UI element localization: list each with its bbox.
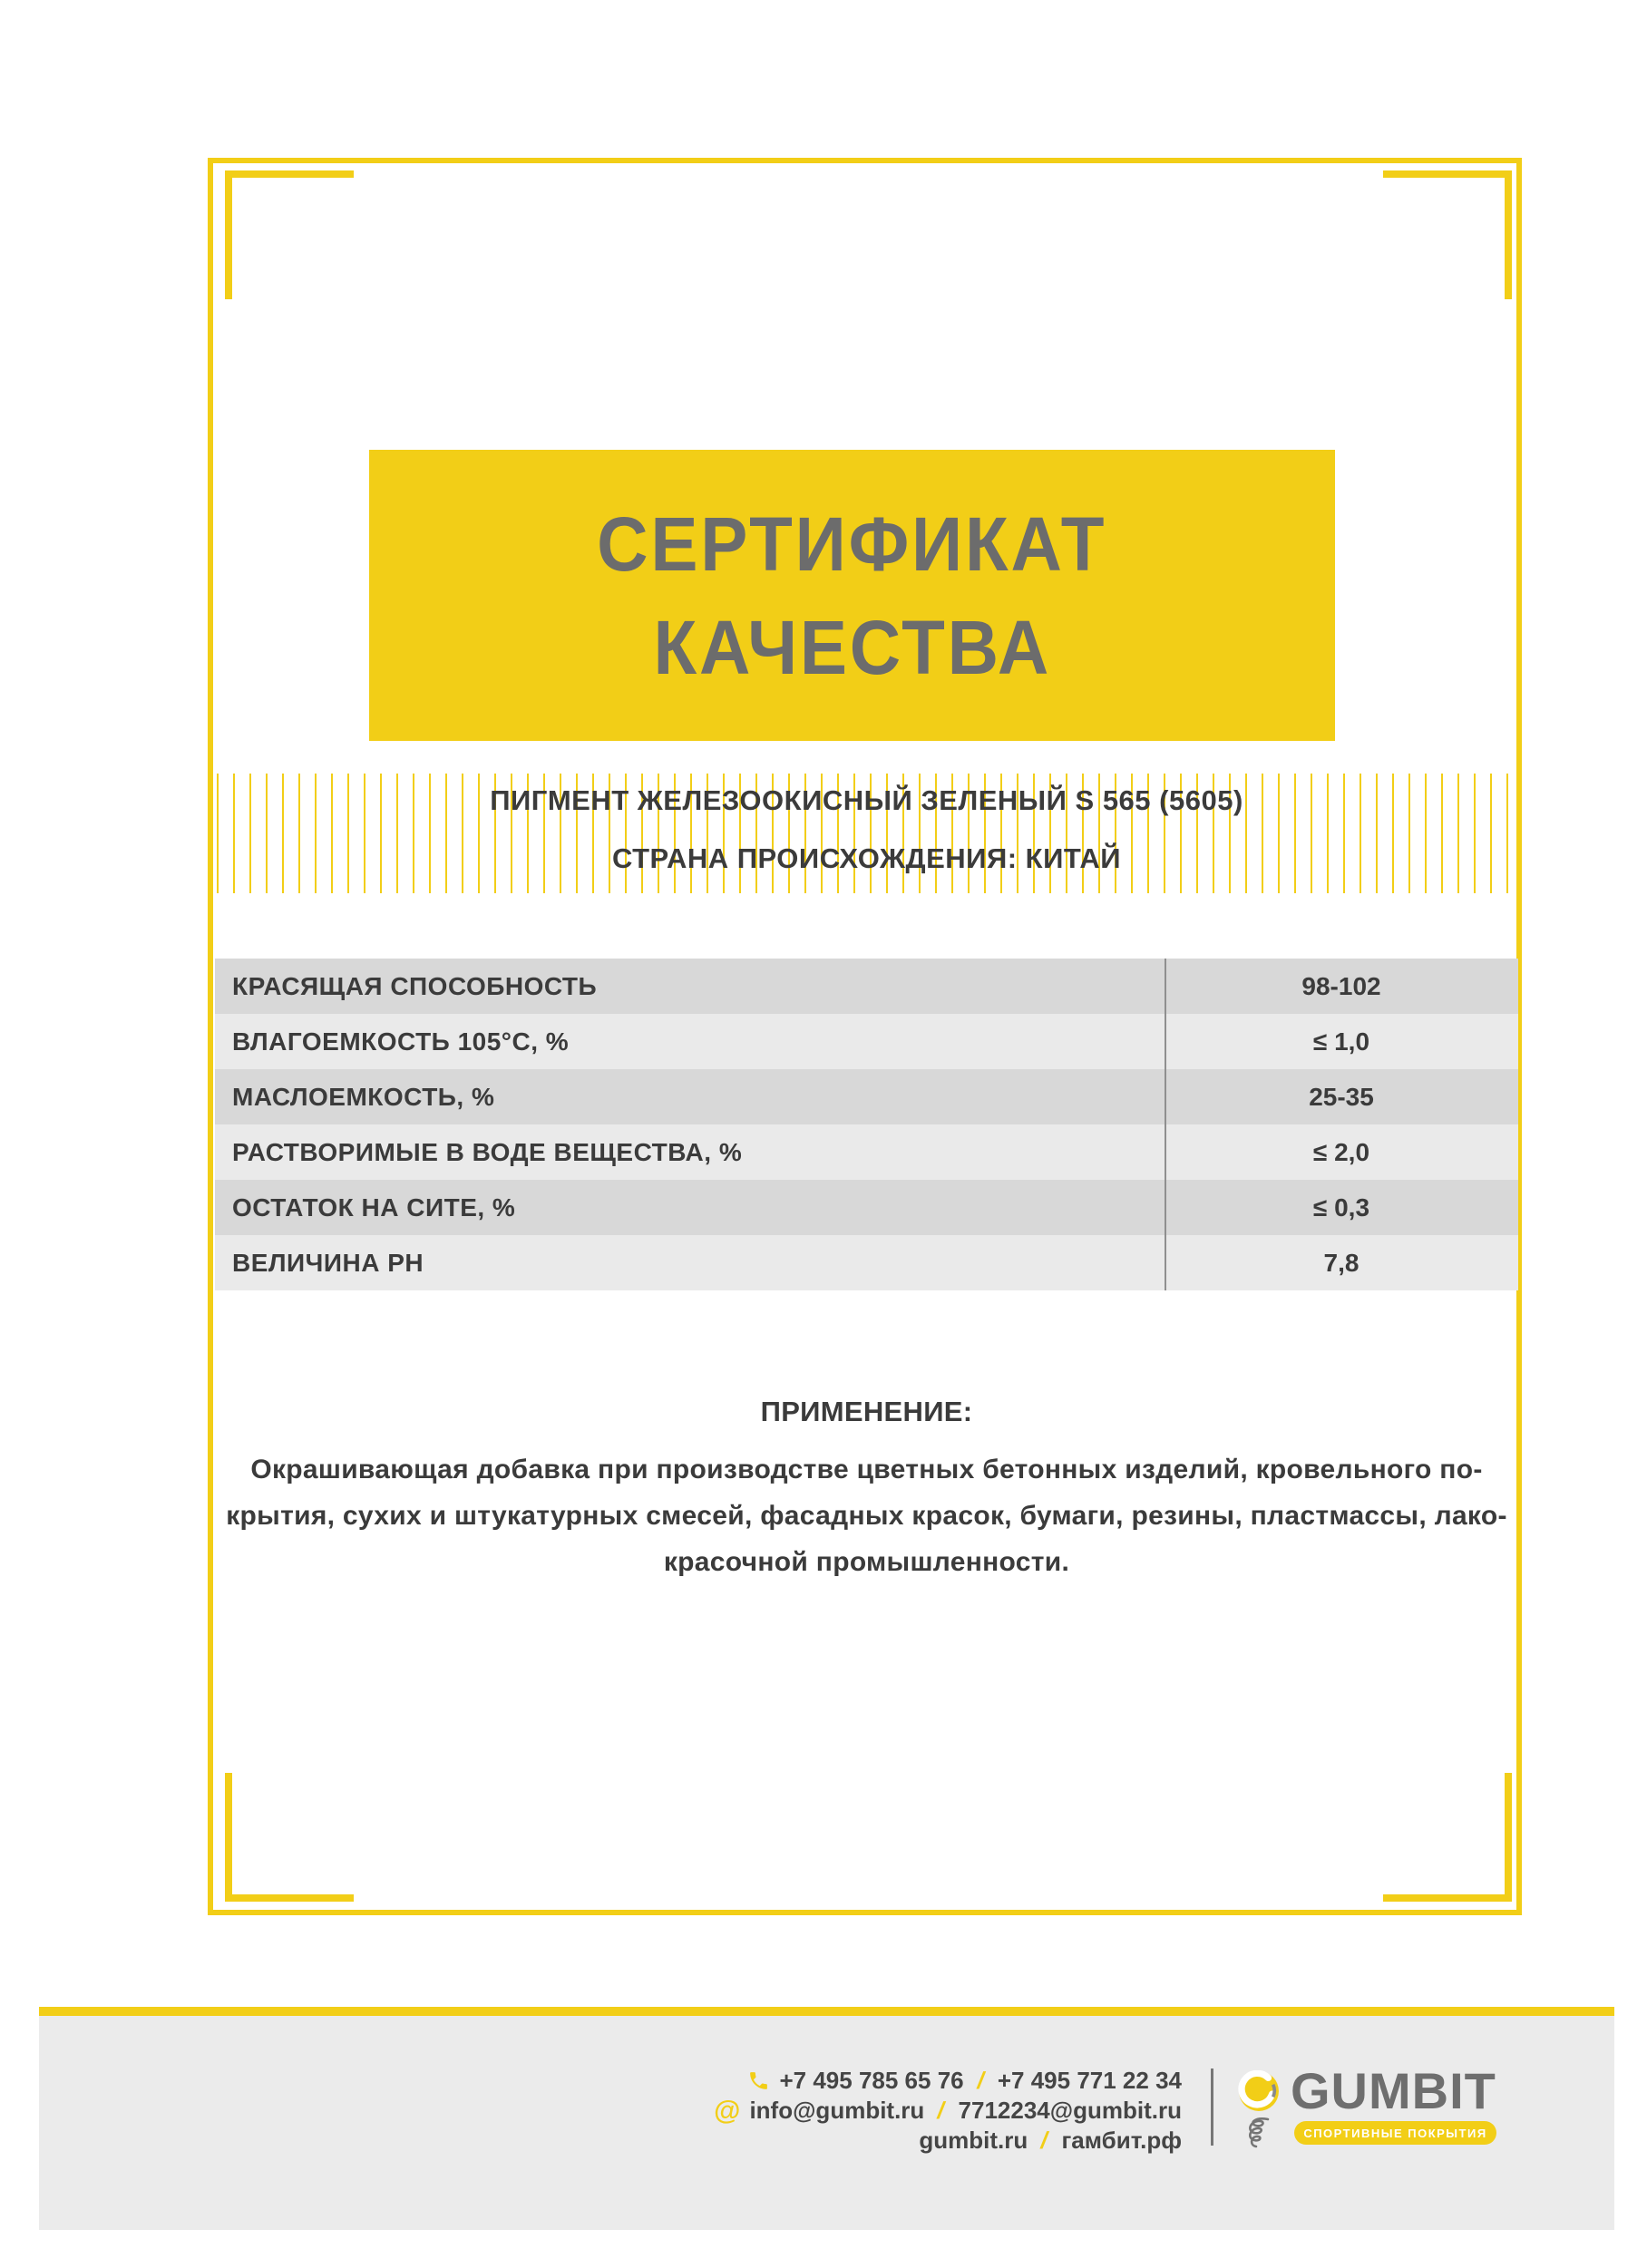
parameter-label: ВЛАГОЕМКОСТЬ 105°C, % xyxy=(232,1027,570,1056)
table-row xyxy=(215,959,1518,1014)
certificate-title-line2: КАЧЕСТВА xyxy=(653,604,1051,690)
table-row xyxy=(215,1235,1518,1290)
parameter-label: ВЕЛИЧИНА PH xyxy=(232,1248,424,1277)
parameter-value: ≤ 0,3 xyxy=(1312,1192,1370,1222)
parameter-value: ≤ 2,0 xyxy=(1312,1137,1370,1166)
table-row xyxy=(215,1069,1518,1124)
parameter-value: ≤ 1,0 xyxy=(1312,1027,1370,1056)
at-icon: @ xyxy=(714,2095,741,2126)
parameter-label: РАСТВОРИМЫЕ В ВОДЕ ВЕЩЕСТВА, % xyxy=(232,1137,743,1166)
table-row xyxy=(215,1124,1518,1180)
phone-primary[interactable]: +7 495 785 65 76 xyxy=(779,2067,964,2094)
phone-icon xyxy=(747,2069,770,2092)
application-text-line1: Окрашивающая добавка при производстве цветных бетонных изделий, кровельного по- xyxy=(250,1455,1483,1484)
table-row xyxy=(215,1180,1518,1235)
footer-accent-bar xyxy=(39,2007,1614,2016)
gumbit-logo-ball-icon xyxy=(1238,2070,1280,2112)
product-name: ПИГМЕНТ ЖЕЛЕЗООКИСНЫЙ ЗЕЛЕНЫЙ S 565 (5605) xyxy=(490,784,1243,816)
website-primary[interactable]: gumbit.ru xyxy=(919,2127,1028,2154)
contact-websites-line xyxy=(919,2126,1182,2156)
table-row xyxy=(215,1014,1518,1069)
application-text-line3: красочной промышленности. xyxy=(663,1547,1070,1577)
footer xyxy=(39,2016,1614,2230)
email-secondary[interactable]: 7712234@gumbit.ru xyxy=(958,2097,1182,2124)
table-column-divider xyxy=(1165,959,1166,1290)
parameter-value: 7,8 xyxy=(1323,1248,1360,1277)
application-heading: ПРИМЕНЕНИЕ: xyxy=(760,1396,973,1427)
gumbit-logo-text: GUMBIT xyxy=(1291,2062,1496,2119)
striped-subtitle-band xyxy=(217,774,1516,893)
quality-table xyxy=(215,959,1518,1290)
contact-emails-line xyxy=(714,2096,1182,2126)
parameter-value: 98-102 xyxy=(1301,971,1381,1000)
country-of-origin: СТРАНА ПРОИСХОЖДЕНИЯ: КИТАЙ xyxy=(611,842,1122,874)
parameter-value: 25-35 xyxy=(1309,1082,1374,1111)
slash-separator: / xyxy=(935,2097,948,2124)
contact-phones-line xyxy=(747,2066,1182,2096)
email-primary[interactable]: info@gumbit.ru xyxy=(749,2097,925,2124)
spring-icon xyxy=(1245,2116,1271,2154)
frame-corner-bottom-right xyxy=(1383,1773,1512,1902)
frame-corner-top-left xyxy=(225,170,354,299)
contact-block xyxy=(714,2066,1182,2156)
application-text-line2: крытия, сухих и штукатурных смесей, фасадных красок, бумаги, резины, пластмассы, лако- xyxy=(226,1501,1507,1531)
phone-secondary[interactable]: +7 495 771 22 34 xyxy=(997,2067,1182,2094)
slash-separator: / xyxy=(974,2067,988,2094)
logo-divider-line xyxy=(1211,2068,1213,2146)
frame-corner-top-right xyxy=(1383,170,1512,299)
parameter-label: МАСЛОЕМКОСТЬ, % xyxy=(232,1082,495,1111)
frame-corner-bottom-left xyxy=(225,1773,354,1902)
parameter-label: КРАСЯЩАЯ СПОСОБНОСТЬ xyxy=(232,971,598,1000)
slash-separator: / xyxy=(1038,2127,1051,2154)
parameter-label: ОСТАТОК НА СИТЕ, % xyxy=(232,1192,516,1222)
gumbit-logo-tagline: СПОРТИВНЫЕ ПОКРЫТИЯ xyxy=(1294,2121,1496,2145)
website-secondary[interactable]: гамбит.рф xyxy=(1061,2127,1182,2154)
title-banner xyxy=(369,450,1335,741)
certificate-title-line1: СЕРТИФИКАТ xyxy=(597,501,1107,587)
